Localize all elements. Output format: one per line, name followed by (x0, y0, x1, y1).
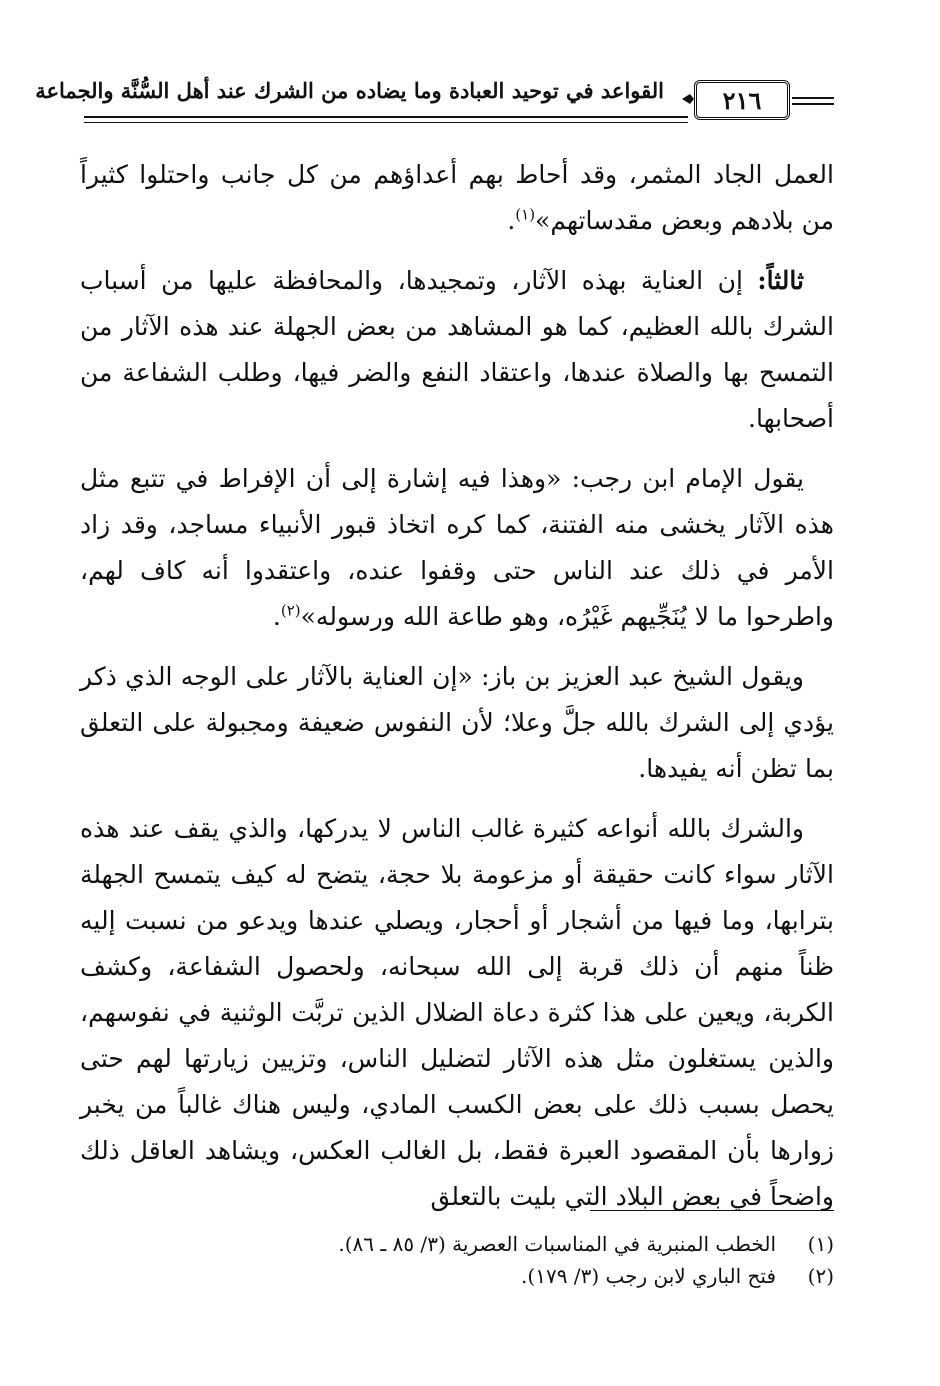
page-header (35, 76, 834, 146)
footnote-item (80, 1228, 834, 1260)
paragraph-5-text: والشرك بالله أنواعه كثيرة غالب الناس لا يدركها، والذي يقف عند هذه الآثار سواء كانت حقيقة أو مزعومة بلا حجة، يتضح له كيف يتمسح الجهلة بترابها، وما فيها من أشجار أو أحجار، ويصلي عندها ويدعو من نسبت إليه ظناً منهم أن ذلك قربة إلى الله سبحانه، ولحصول الشفاعة، وكشف الكربة، ويعين على هذا كثرة دعاة الضلال الذين تربَّت الوثنية في نفوسهم، والذين يستغلون مثل هذه الآثار لتضليل الناس، وتزيين زيارتها لهم حتى يحصل بسبب ذلك على بعض الكسب المادي، وليس هناك غالباً من يخبر زوارها بأن المقصود العبرة فقط، بل الغالب العكس، ويشاهد العاقل ذلك واضحاً في بعض البلاد التي بليت بالتعلق (80, 814, 834, 1211)
page-number: ٢١٦ (694, 80, 790, 120)
footnote-ref-2[interactable]: (٢) (280, 601, 301, 620)
paragraph-2-text: إن العناية بهذه الآثار، وتمجيدها، والمحافظة عليها من أسباب الشرك بالله العظيم، كما هو المشاهد من بعض الجهلة عند هذه الآثار من التمسح بها والصلاة عندها، واعتقاد النفع والضر فيها، وطلب الشفاعة من أصحابها. (80, 266, 834, 433)
header-rule-thin (84, 122, 688, 123)
footnote-ref-1[interactable]: (١) (515, 205, 536, 224)
paragraph-1-text: العمل الجاد المثمر، وقد أحاط بهم أعداؤهم من كل جانب واحتلوا كثيراً من بلادهم وبعض مقدساتهم» (80, 160, 834, 235)
paragraph-4-text: ويقول الشيخ عبد العزيز بن باز: «إن العناية بالآثار على الوجه الذي ذكر يؤدي إلى الشرك بالله جلَّ وعلا؛ لأن النفوس ضعيفة ومجبولة على التعلق بما تظن أنه يفيدها. (80, 662, 834, 783)
footnote-text: الخطب المنبرية في المناسبات العصرية (٣/ ٨٥ ـ ٨٦). (338, 1232, 776, 1256)
footnote-separator (590, 1210, 834, 1211)
paragraph-5 (80, 806, 834, 1220)
footnote-text: فتح الباري لابن رجب (٣/ ١٧٩). (521, 1264, 776, 1288)
main-text (80, 152, 834, 1234)
paragraph-2 (80, 258, 834, 442)
footnote-number: (٢) (807, 1264, 834, 1288)
double-line-ornament-icon (792, 94, 834, 108)
footnote-number: (١) (807, 1232, 834, 1256)
ornament-icon (682, 94, 694, 104)
paragraph-2-lead: ثالثاً: (757, 266, 804, 295)
paragraph-3 (80, 456, 834, 640)
footnotes (80, 1228, 834, 1292)
paragraph-1-end: . (507, 206, 516, 235)
running-title: القواعد في توحيد العبادة وما يضاده من الشرك عند أهل السُّنَّة والجماعة (35, 78, 664, 103)
header-rule (84, 116, 688, 118)
paragraph-3-text: يقول الإمام ابن رجب: «وهذا فيه إشارة إلى أن الإفراط في تتبع مثل هذه الآثار يخشى منه الفتنة، كما كره اتخاذ قبور الأنبياء مساجد، وقد زاد الأمر في ذلك عند الناس حتى وقفوا عنده، واعتقدوا أنه كاف لهم، واطرحوا ما لا يُنَجِّيهم غَيْرُه، وهو طاعة الله ورسوله» (80, 464, 834, 631)
paragraph-4 (80, 654, 834, 792)
footnote-item (80, 1260, 834, 1292)
paragraph-3-end: . (272, 602, 281, 631)
paragraph-1 (80, 152, 834, 244)
